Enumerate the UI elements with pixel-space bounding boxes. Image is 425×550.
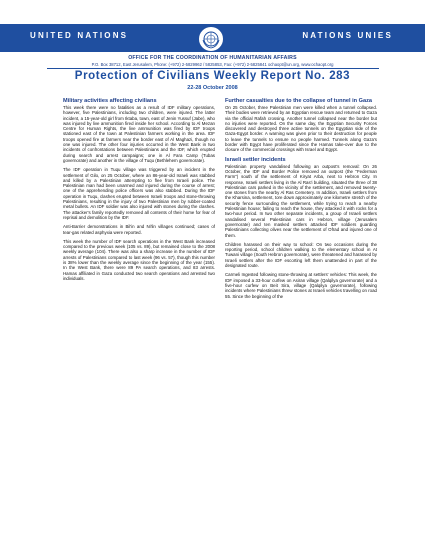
section-heading: Israeli settler incidents [225, 156, 286, 163]
right-column [225, 98, 377, 303]
report-title: Protection of Civilians Weekly Report No. 283 [74, 70, 351, 82]
section-heading: Further casualties due to the collapse of tunnel in Gaza [225, 98, 373, 104]
header [0, 0, 425, 62]
un-emblem-icon [198, 26, 224, 52]
paragraph: This week there were no fatalities as a result of IDF military operations, however, five Palestinians, including two children, were injured. The latter incident, a 15-year-old girl from Iktaba, town, east of Jenin Yussuf (Jabe), who was injured by live ammunition fired inside her school. According to Al Mezan Centre for Human Rights, the live ammunition was fired by IDF troops stationed east of the town at Palestinian farmers working in the area. IDF troops opened fire at farmers near the border east of Al Maghazi, though no one was injured. The other four injuries occurred in the West Bank in two incidents of confrontations between Palestinians and the IDF, which erupted during search and arrest campaigns; one in Al Fara Camp (Tubas governorate) and another in the village of Tuqu (Bethlehem governorate). [63, 105, 215, 163]
org-name-french: NATIONS UNIES [302, 31, 393, 40]
header-rule [47, 68, 379, 69]
section-heading: Military activities affecting civilians [63, 98, 157, 104]
paragraph: Palestinian property vandalised following an outpost's removal: On 26 October, the IDF and Border Police removed an outpost (the "Federman Farm") south of the settlement of Kiryat Arba, next to Hebron City. In response, Israeli settlers living in the Al Ras'i building, situated the three of 38 Palestinian cars parked in the vicinity of the settlement, and removed twenty-one stones from the nearby Al Ras Cemetery. In addition, Israeli settlers from the Kharsina, settlement, tore down approximately one kilometre stretch of the security fence surrounding the settlement, while trying to reach a nearby Palestinian house; failing to reach the house, they attacked it with rocks for a two-hour period. In two other separate incidents, a group of Israeli settlers vandalised several Palestinian cars in Hebron, village (Jerusalem governorate) and ten masked settlers attacked IDF soldiers guarding Palestinians collecting olives near the settlement of Ofrad and injured one of them. [225, 163, 377, 238]
paragraph: This week the number of IDF search operations in the West Bank increased compared to the previous week (105 vs. 89), but remained close to the 2008 weekly average (104). There was also a sharp increase in the number of IDF arrests of Palestinians compared to last week (96 vs. 57), though this number is 38% lower than the weekly average since the beginning of the year (155). In the West Bank, there were 89 PA search operations, and 83 arrests. Hamas affiliated in Gaza conducted two search operations and arrested two individuals. [63, 238, 215, 281]
org-name-english: UNITED NATIONS [30, 31, 129, 40]
paragraph: Children harassed on their way to school: On two occasions during the reporting period, school children walking to the elementary school in At Tuwani village (South Hebron governorate), were threatened and harassed by Israeli settlers after the IDF escorting left them unattended in part of the designated route. [225, 241, 377, 269]
paragraph: On 25 October, three Palestinian men were killed when a tunnel collapsed. Their bodies were retrieved by an Egyptian rescue team and returned to Gaza via the official Rafah crossing. Another tunnel collapsed near the border but no injuries were reported. On the same day, the Egyptian Security Forces discovered and destroyed three active tunnels on the Egyptian side of the Gaza-Egypt border. A warning was given prior to their destruction for people to leave the tunnels to ensure no people harmed. Tunnels along Gaza's border with Egypt have proliferated since the Hamas take-over due to the closure of the commercial crossings with Israel and Egypt. [225, 105, 377, 153]
office-name: OFFICE FOR THE COORDINATION OF HUMANITARIAN AFFAIRS [128, 55, 297, 61]
report-date: 22-28 October 2008 [187, 85, 238, 91]
office-address: P.O. Box 38712, East Jerusalem, Phone: (+972) 2-5829962 / 5825853, Fax: (+972) 2-5825841 ochaopt@un.org, www.ochaopt.org [91, 62, 334, 67]
left-column [63, 98, 215, 285]
paragraph: Carmeli Ingested following stone-throwing at settlers' vehicles: This week, the IDF imposed a 33-hour curfew on Asiran village (Qalqilya governorate) and a five-hour curfew on Beit Sira, village (Qalqilya governorate), following incidents where Palestinians threw stones at Israeli vehicles travelling on road 55. Since the beginning of the [225, 272, 377, 299]
paragraph: The IDF operation in Tuqu village was triggered by an incident in the settlement of Gilo, on 25 October, where an 86-year-old Israeli was stabbed and killed by a Palestinian attempting to flee from Israeli police. The Palestinian man had been unarmed and injured during the course of arrest; one of the apprehending police officers was also stabbed. During the IDF operation in Tuqu, clashes erupted between Israeli troops and stone-throwing Palestinians, resulting in the injury of two Palestinian men by rubber-coated metal bullets. An IDF soldier was also injured with stones during the clashes. The attacker's family reportedly removed all contents of their home for fear of reprisal and demolition by the IDF. [63, 167, 215, 220]
paragraph: Anti-Barrier demonstrations in Bil'in and Ni'lin villages continued; cases of tear-gas related asphyxia were reported. [63, 224, 215, 235]
